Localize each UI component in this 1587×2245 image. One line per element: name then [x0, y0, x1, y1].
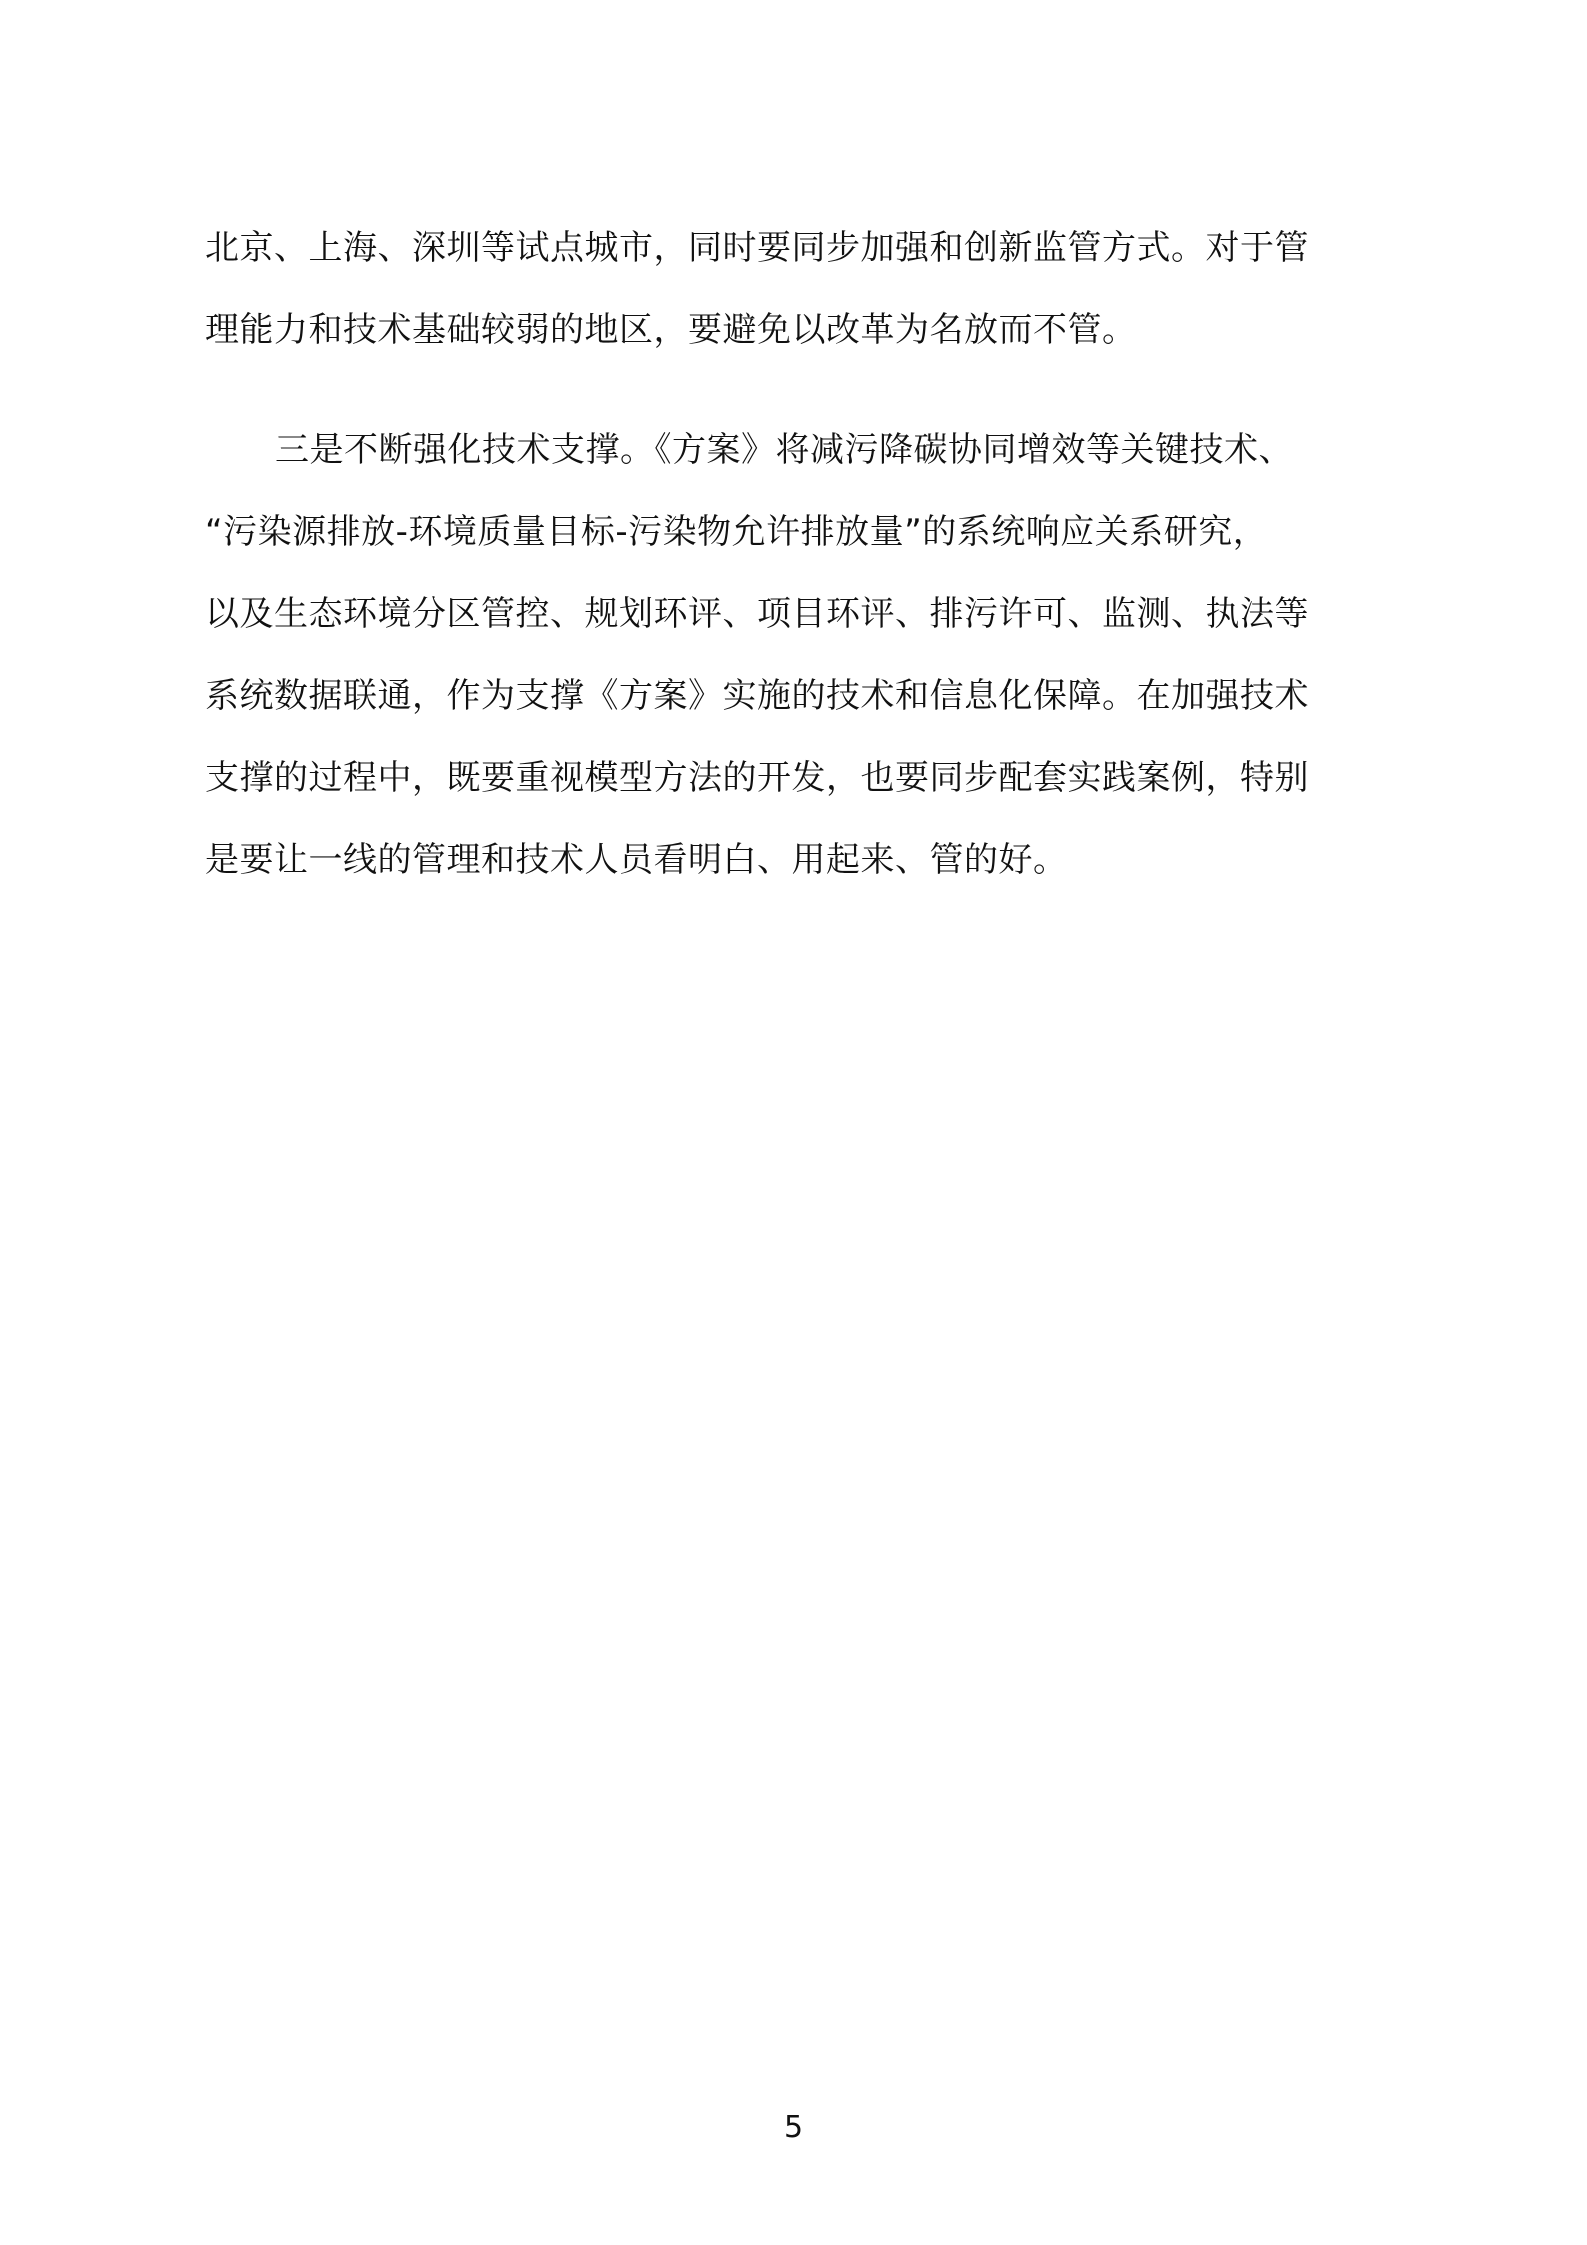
- paragraph-line: 支撑的过程中，既要重视模型方法的开发，也要同步配套实践案例，特别: [205, 758, 1309, 798]
- paragraph-line: 三是不断强化技术支撑。《方案》将减污降碳协同增效等关键技术、: [275, 430, 1293, 470]
- paragraph-line: 系统数据联通，作为支撑《方案》实施的技术和信息化保障。在加强技术: [205, 676, 1309, 716]
- paragraph-line: 理能力和技术基础较弱的地区，要避免以改革为名放而不管。: [205, 310, 1137, 350]
- paragraph-line: “污染源排放-环境质量目标-污染物允许排放量”的系统响应关系研究，: [205, 512, 1268, 552]
- paragraph-line: 以及生态环境分区管控、规划环评、项目环评、排污许可、监测、执法等: [205, 594, 1309, 634]
- page-number: 5: [783, 2110, 804, 2145]
- paragraph-line: 是要让一线的管理和技术人员看明白、用起来、管的好。: [205, 840, 1068, 880]
- paragraph-line: 北京、上海、深圳等试点城市，同时要同步加强和创新监管方式。对于管: [205, 228, 1309, 268]
